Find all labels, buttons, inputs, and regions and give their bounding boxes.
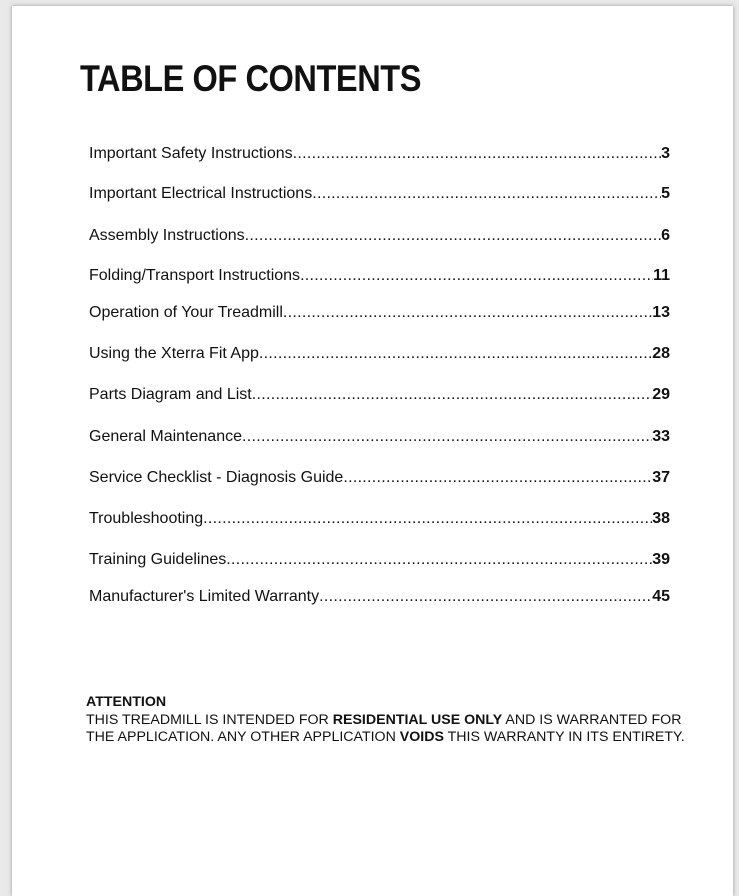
toc-entry[interactable] — [89, 144, 670, 164]
attention-text: THIS WARRANTY IN ITS ENTIRETY. — [443, 729, 685, 745]
toc-entry[interactable] — [89, 550, 670, 570]
toc-entry-label: Parts Diagram and List — [89, 386, 252, 403]
toc-entry-label: Important Electrical Instructions — [89, 185, 313, 202]
toc-leader-dots — [245, 226, 661, 246]
toc-entry-page: 33 — [652, 428, 670, 445]
document-page — [12, 6, 733, 896]
toc-entry[interactable] — [89, 184, 670, 204]
attention-emphasis: VOIDS — [399, 729, 444, 745]
toc-entry-label: Troubleshooting — [89, 510, 204, 527]
toc-leader-dots — [343, 468, 652, 488]
toc-entry-label: General Maintenance — [89, 428, 242, 445]
toc-entry-page: 39 — [652, 551, 670, 568]
toc-entry-page: 28 — [652, 345, 670, 362]
toc-leader-dots — [203, 509, 652, 529]
toc-entry[interactable] — [89, 509, 670, 529]
attention-text: THIS TREADMILL IS INTENDED FOR — [86, 711, 333, 728]
attention-emphasis: RESIDENTIAL USE ONLY — [332, 711, 503, 728]
toc-entry-label: Assembly Instructions — [89, 227, 245, 244]
toc-leader-dots — [300, 266, 653, 286]
toc-entry-label: Service Checklist - Diagnosis Guide — [89, 469, 344, 486]
toc-entry-page: 45 — [652, 588, 670, 605]
toc-entry[interactable] — [89, 468, 670, 488]
toc-entry[interactable] — [89, 385, 670, 405]
toc-entry[interactable] — [89, 226, 670, 246]
toc-leader-dots — [259, 344, 652, 364]
toc-entry-label: Folding/Transport Instructions — [89, 267, 301, 284]
toc-entry-label: Training Guidelines — [89, 551, 227, 568]
attention-heading: ATTENTION — [86, 694, 167, 710]
attention-notice — [86, 694, 686, 747]
toc-entry-label: Operation of Your Treadmill — [89, 304, 283, 321]
toc-entry-page: 38 — [652, 510, 670, 527]
attention-body — [86, 712, 685, 746]
toc-leader-dots — [242, 427, 652, 447]
toc-entry-page: 6 — [661, 227, 670, 244]
toc-leader-dots — [252, 385, 652, 405]
toc-entry-page: 29 — [652, 386, 670, 403]
toc-entry-page: 11 — [653, 267, 670, 284]
toc-entry-page: 13 — [652, 304, 670, 321]
toc-leader-dots — [319, 587, 652, 607]
toc-entry-label: Important Safety Instructions — [89, 145, 293, 162]
toc-entry-label: Using the Xterra Fit App — [89, 345, 259, 362]
attention-text: AND IS WARRANTED FOR THE APPLICATION. ANY OTHER APPLICATION — [86, 711, 682, 745]
toc-entry-page: 37 — [652, 469, 670, 486]
toc-leader-dots — [293, 144, 661, 164]
page-title: TABLE OF CONTENTS — [80, 58, 422, 99]
toc-entry-page: 3 — [661, 145, 670, 162]
toc-leader-dots — [226, 550, 652, 570]
toc-entry[interactable] — [89, 587, 670, 607]
toc-leader-dots — [283, 303, 652, 323]
toc-entry-page: 5 — [661, 185, 670, 202]
toc-entry-label: Manufacturer's Limited Warranty — [89, 588, 320, 605]
toc-leader-dots — [312, 184, 661, 204]
toc-entry[interactable] — [89, 303, 670, 323]
toc-entry[interactable] — [89, 266, 670, 286]
toc-entry[interactable] — [89, 427, 670, 447]
toc-entry[interactable] — [89, 344, 670, 364]
